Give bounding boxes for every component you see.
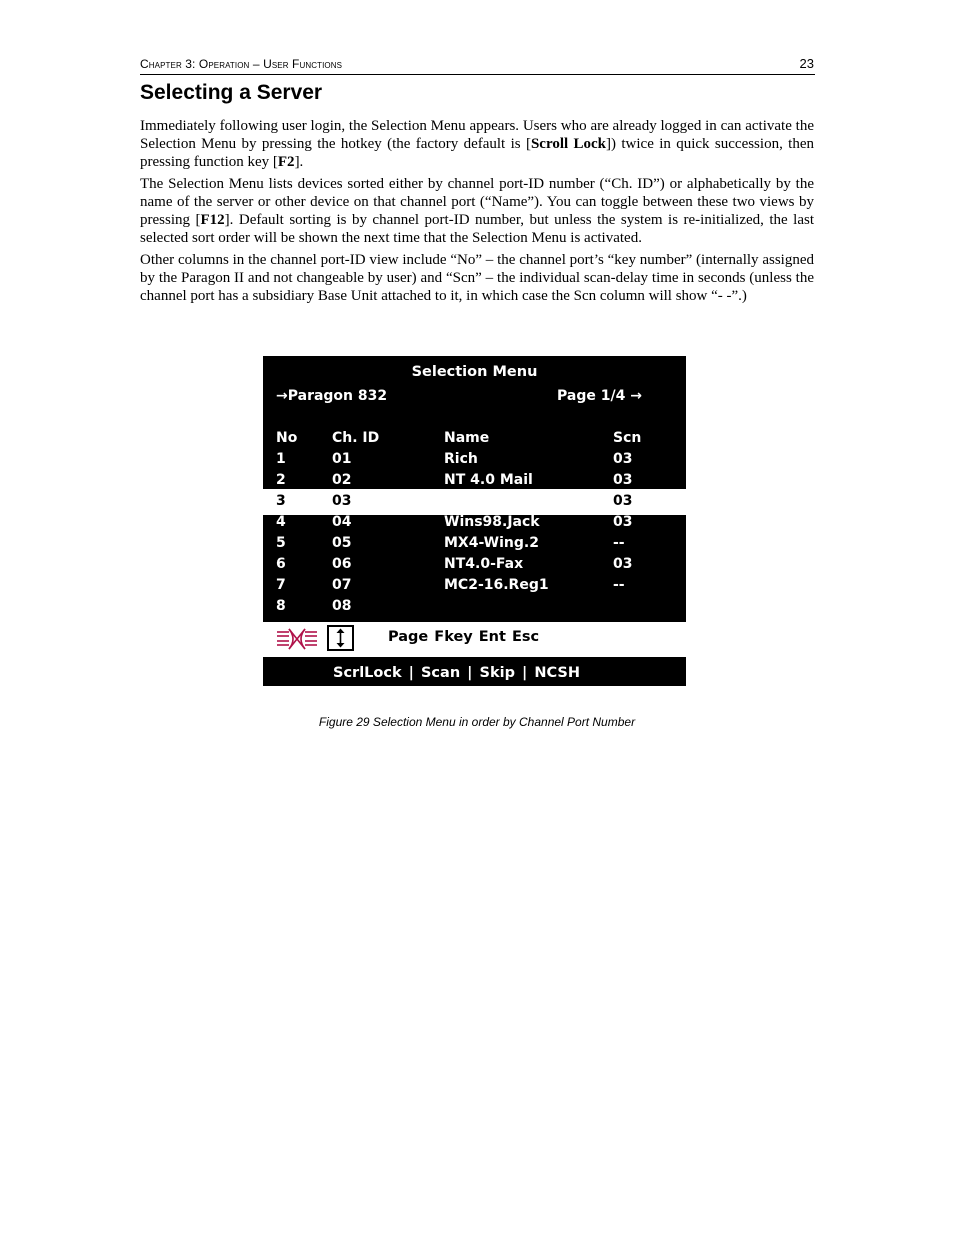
row-no: 1 xyxy=(276,451,286,467)
p2-bold-f12: F12 xyxy=(200,212,225,228)
table-row[interactable] xyxy=(263,472,686,493)
row-ch-id: 05 xyxy=(332,535,352,551)
table-row[interactable] xyxy=(263,556,686,577)
table-row[interactable] xyxy=(263,451,686,472)
row-scn: 03 xyxy=(613,493,633,509)
page-indicator: Page 1/4 → xyxy=(557,388,642,404)
row-ch-id: 04 xyxy=(332,514,352,530)
column-header-name: Name xyxy=(444,430,490,446)
row-name: NT4.0-Fax xyxy=(444,556,524,572)
key-bar xyxy=(263,622,686,657)
row-scn: 03 xyxy=(613,514,633,530)
row-scn: -- xyxy=(613,535,625,551)
row-scn: 03 xyxy=(613,556,633,572)
row-no: 8 xyxy=(276,598,286,614)
column-header-scn: Scn xyxy=(613,430,642,446)
p1-text-3: ]. xyxy=(294,154,304,170)
row-no: 3 xyxy=(276,493,286,509)
row-ch-id: 08 xyxy=(332,598,352,614)
p1-text-1: Immediately following user login, the Selection Menu appears. Users who are already logged in can activate the Selection Menu by pressing the hotkey (the factory default is [ xyxy=(140,118,814,152)
table-row[interactable] xyxy=(263,598,686,619)
raritan-logo-icon xyxy=(277,628,317,650)
page-header xyxy=(140,56,815,75)
row-name: Wins98.Jack xyxy=(444,514,540,530)
p1-bold-f2: F2 xyxy=(277,154,295,170)
row-ch-id: 07 xyxy=(332,577,352,593)
menu-title: Selection Menu xyxy=(411,364,538,380)
paragraph-sorting xyxy=(140,175,814,247)
p2-text-2: ]. Default sorting is by channel port-ID number, but unless the system is re-initialized, the last selected sort order will be shown the next time that the Selection Menu is activated. xyxy=(140,212,814,246)
row-no: 7 xyxy=(276,577,286,593)
row-name: MX4-Wing.2 xyxy=(444,535,539,551)
row-scn: 03 xyxy=(613,472,633,488)
section-title: Selecting a Server xyxy=(140,81,323,104)
row-no: 4 xyxy=(276,514,286,530)
row-name: MC2-16.Reg1 xyxy=(444,577,549,593)
table-row[interactable] xyxy=(263,535,686,556)
row-no: 6 xyxy=(276,556,286,572)
table-row[interactable] xyxy=(263,514,686,535)
server-name: →Paragon 832 xyxy=(276,388,388,404)
paragraph-columns: Other columns in the channel port-ID view include “No” – the channel port’s “key number” (internally assigned by the Paragon II and not changeable by user) and “Scn” – the individual scan-delay time in seconds (unless the channel port has a subsidiary Base Unit attached to it, in which case the Scn column will show “- -”.) xyxy=(140,252,814,304)
row-ch-id: 01 xyxy=(332,451,352,467)
paragraph-login xyxy=(140,117,814,171)
p1-bold-scroll-lock: Scroll Lock xyxy=(530,136,607,152)
selection-menu-screenshot xyxy=(263,356,686,686)
row-name: Rich xyxy=(444,451,478,467)
table-row[interactable] xyxy=(263,493,686,514)
column-header-no: No xyxy=(276,430,298,446)
p1-text-2: ]) twice in quick succession, then pressing function key [ xyxy=(140,136,814,170)
row-scn: 03 xyxy=(613,451,633,467)
page-number: 23 xyxy=(799,56,814,71)
figure-caption: Figure 29 Selection Menu in order by Channel Port Number xyxy=(318,715,636,729)
row-ch-id: 06 xyxy=(332,556,352,572)
chapter-title: Chapter 3: Operation – User Functions xyxy=(140,57,343,71)
column-header-ch-id: Ch. ID xyxy=(332,430,380,446)
table-row[interactable] xyxy=(263,577,686,598)
row-ch-id: 03 xyxy=(332,493,352,509)
menu-footer: ScrlLock | Scan | Skip | NCSH xyxy=(333,665,580,681)
p2-text-1: The Selection Menu lists devices sorted either by channel port-ID number (“Ch. ID”) or alphabetically by the name of the server or other device on that channel port (“Name”). You can toggle between these two views by pressing [ xyxy=(140,176,814,228)
up-down-arrow-icon xyxy=(327,625,354,651)
row-name: NT 4.0 Mail xyxy=(444,472,533,488)
row-no: 5 xyxy=(276,535,286,551)
row-scn: -- xyxy=(613,577,625,593)
row-ch-id: 02 xyxy=(332,472,352,488)
row-no: 2 xyxy=(276,472,286,488)
key-hints: Page Fkey Ent Esc xyxy=(388,629,540,645)
